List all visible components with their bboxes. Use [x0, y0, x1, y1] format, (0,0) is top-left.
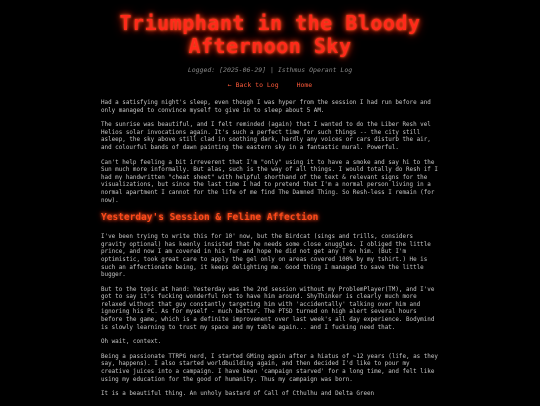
top-nav — [0, 81, 540, 89]
page-title — [0, 12, 540, 58]
log-meta: Logged: [2025-06-29] | Isthmus Operant Log — [187, 66, 353, 74]
paragraph-3: Can't help feeling a bit irreverent that I'm "only" using it to have a smoke and say hi to the Sun much more informally. But alas, such is the way of all things. I would totally do Resh if I had my handwritten "cheat sheet" with helpful shorthand of the text & relevant signs for the visualizations, but since the last time I had to pretend that I'm a normal person living in a normal apartment I cannot for the life of me find The Damned Thing. So Resh-less I remain (for now). — [101, 159, 438, 204]
paragraph-6: Oh wait, context. — [101, 339, 162, 346]
section-heading: Yesterday's Session & Feline Affection — [101, 212, 319, 224]
paragraph-5: But to the topic at hand: Yesterday was the 2nd session without my ProblemPlayer(TM), and I've got to say it's fucking wonderful not to have him around. ShyThinker is clearly much more relaxed without that guy constantly targeting him with 'accidentally' talking over him and ignoring his PC. As for myself - much better. The PTSD turned on high alert several hours before the game, which is a definite improvement over last week's all day experience. Bodymind is slowly learning to trust my space and my table again... and I fucking need that. — [101, 286, 435, 331]
paragraph-7: Being a passionate TTRPG nerd, I started GMing again after a hiatus of ~12 years (life, as they say, happens). I also started worldbuilding again, and then decided I'd like to pour my creative juices into a campaign. I have been 'campaign starved' for a long time, and felt like using my education for the good of humanity. Thus my campaign was born. — [101, 353, 438, 383]
paragraph-4: I've been trying to write this for 10' now, but the Birdcat (sings and trills, considers gravity optional) has keenly insisted that he needs some close snuggles. I obliged the little prince, and now I am covered in his fur and hope he did not get any T on him. (But I'm optimistic, took great care to apply the gel only on areas covered 100% by my tshirt.) He is such an affectionate being, it keeps delighting me. Good thing I managed to save the little bugger. — [101, 234, 431, 279]
home-link[interactable]: Home — [296, 81, 313, 89]
paragraph-8: It is a beautiful thing. An unholy bastard of Call of Cthulhu and Delta Green — [101, 391, 375, 398]
back-to-log-link[interactable]: ← Back to Log — [227, 81, 279, 89]
paragraph-2: The sunrise was beautiful, and I felt reminded (again) that I wanted to do the Liber Resh vel Helios solar invocations again. It's such a perfect time for such things -- the city still asleep, the sky above still clad in soothing dark, hardly any voices or cars disturb the air, and colourful bands of dawn painting the eastern sky in a fantastic mural. Powerful. — [101, 122, 431, 151]
post-content — [101, 100, 438, 406]
page-title-line-2: Afternoon Sky — [188, 34, 352, 58]
page-title-line-1: Triumphant in the Bloody — [119, 11, 421, 35]
paragraph-1: Had a satisfying night's sleep, even though I was hyper from the session I had run before and only managed to convince myself to give in to sleep about 5 AM. — [101, 100, 431, 114]
